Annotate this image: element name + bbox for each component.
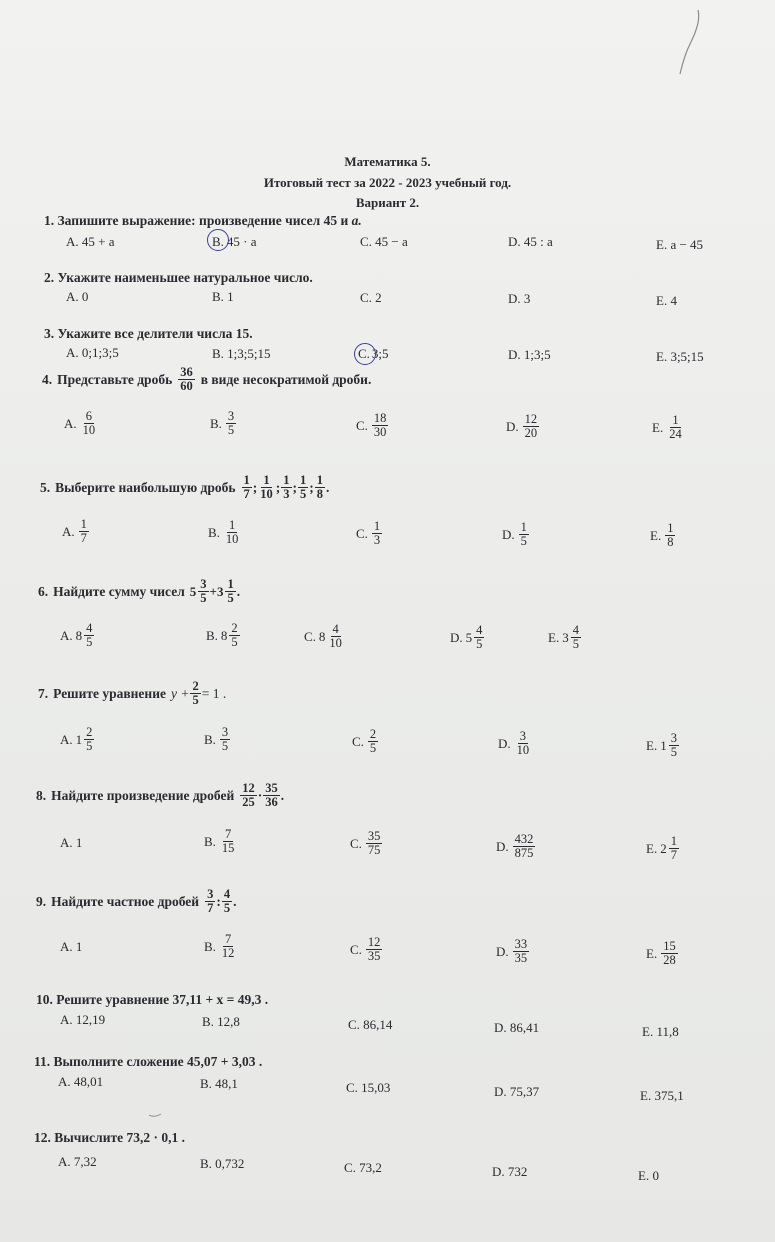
option-d[interactable] bbox=[502, 521, 530, 548]
option-label: D. bbox=[498, 735, 511, 751]
option-fraction bbox=[229, 622, 239, 649]
question-number: 12. bbox=[34, 1130, 51, 1145]
numerator: 2 bbox=[192, 679, 199, 693]
option-fraction bbox=[220, 828, 237, 855]
question-text: Найдите произведение дробей bbox=[51, 787, 235, 803]
numerator: 1 bbox=[670, 834, 677, 848]
period: . bbox=[233, 893, 237, 909]
question-9 bbox=[36, 888, 236, 915]
option-d[interactable] bbox=[498, 730, 532, 757]
option-label: Е. bbox=[646, 945, 658, 961]
whole-part: 1 bbox=[75, 731, 83, 747]
numerator: 1 bbox=[263, 473, 270, 487]
option-fraction bbox=[327, 623, 344, 650]
test-subtitle: Итоговый тест за 2022 - 2023 учебный год. bbox=[263, 175, 512, 190]
question-text: Укажите наименьшее натуральное число. bbox=[57, 270, 313, 285]
option-c-label: С. bbox=[358, 346, 370, 361]
option-label: С. bbox=[356, 525, 368, 541]
expression-fraction bbox=[240, 782, 257, 809]
option-fraction bbox=[515, 730, 532, 757]
question-text: Вычислите 73,2 · 0,1 . bbox=[54, 1130, 186, 1145]
numerator: 1 bbox=[300, 473, 307, 487]
option-d[interactable] bbox=[506, 413, 540, 440]
numerator: 4 bbox=[223, 887, 231, 901]
question-text-end: в виде несократимой дроби. bbox=[200, 371, 372, 387]
option-e[interactable] bbox=[646, 835, 680, 862]
option-label: С. bbox=[356, 417, 368, 433]
option-a[interactable] bbox=[60, 726, 95, 753]
numerator: 36 bbox=[180, 365, 193, 379]
denominator: 24 bbox=[669, 427, 682, 442]
numerator: 2 bbox=[231, 621, 238, 635]
option-e[interactable] bbox=[652, 414, 685, 441]
denominator: 28 bbox=[663, 953, 676, 968]
option-fraction bbox=[372, 412, 389, 439]
option-a[interactable]: А. 45 + a bbox=[66, 234, 115, 249]
option-e[interactable]: Е. 11,8 bbox=[642, 1024, 679, 1039]
numerator: 1 bbox=[520, 520, 527, 534]
numerator: 4 bbox=[572, 623, 579, 637]
denominator: 8 bbox=[316, 487, 323, 502]
test-title: Математика 5. bbox=[344, 154, 431, 169]
question-text: Решите уравнение bbox=[53, 685, 166, 701]
numerator: 1 bbox=[667, 521, 674, 535]
denominator: 5 bbox=[231, 635, 238, 650]
option-label: В. bbox=[204, 833, 216, 849]
denominator: 5 bbox=[369, 741, 377, 756]
denominator: 12 bbox=[221, 946, 235, 961]
numerator: 4 bbox=[476, 623, 483, 637]
option-b[interactable] bbox=[208, 519, 241, 546]
denominator: 5 bbox=[476, 637, 483, 652]
option-b-label: B. bbox=[212, 234, 224, 249]
numerator: 1 bbox=[80, 517, 87, 531]
denominator: 35 bbox=[514, 951, 528, 966]
sequence-fraction bbox=[258, 474, 275, 501]
question-1 bbox=[44, 213, 362, 229]
option-fraction bbox=[665, 522, 675, 549]
operator: : bbox=[216, 893, 221, 909]
expression-fraction bbox=[205, 888, 215, 915]
option-d[interactable] bbox=[496, 833, 536, 860]
option-label: В. bbox=[210, 415, 222, 431]
option-c-value: 3;5 bbox=[371, 346, 389, 361]
option-b[interactable]: В. 12,8 bbox=[202, 1014, 240, 1029]
numerator: 6 bbox=[85, 409, 93, 423]
option-c[interactable] bbox=[350, 936, 383, 963]
option-b[interactable] bbox=[204, 933, 237, 960]
option-d[interactable]: D. 1;3;5 bbox=[508, 347, 551, 362]
denominator: 875 bbox=[514, 846, 534, 861]
option-c[interactable]: С. 45 − a bbox=[360, 234, 408, 249]
question-text: Найдите частное дробей bbox=[51, 893, 200, 909]
numerator: 3 bbox=[207, 887, 214, 901]
option-a[interactable]: А. 1 bbox=[60, 835, 83, 850]
option-label: D. bbox=[496, 943, 509, 959]
option-fraction bbox=[667, 414, 684, 441]
denominator: 5 bbox=[227, 423, 235, 438]
question-4 bbox=[42, 366, 371, 393]
numerator: 12 bbox=[242, 781, 255, 795]
question-text: Запишите выражение: произведение чисел 45 и bbox=[57, 213, 349, 228]
numerator: 12 bbox=[367, 935, 381, 949]
denominator: 3 bbox=[283, 487, 290, 502]
option-fraction bbox=[226, 410, 236, 437]
option-d[interactable] bbox=[496, 938, 530, 965]
option-label: С. bbox=[350, 941, 362, 957]
option-fraction bbox=[84, 726, 94, 753]
denominator: 5 bbox=[86, 739, 93, 754]
denominator: 7 bbox=[670, 848, 677, 863]
denominator: 7 bbox=[80, 531, 87, 546]
stray-pen-mark bbox=[148, 1113, 162, 1119]
expression-fraction bbox=[190, 680, 200, 707]
option-e[interactable] bbox=[646, 732, 680, 759]
option-c[interactable]: С. 73,2 bbox=[344, 1160, 382, 1175]
option-label: D. bbox=[450, 629, 463, 645]
denominator: 5 bbox=[300, 487, 307, 502]
option-label: Е. bbox=[548, 629, 560, 645]
denominator: 10 bbox=[329, 636, 342, 651]
numerator: 1 bbox=[243, 473, 250, 487]
denominator: 5 bbox=[223, 901, 231, 916]
numerator: 18 bbox=[373, 411, 387, 425]
denominator: 35 bbox=[367, 949, 381, 964]
option-fraction bbox=[224, 519, 241, 546]
option-d[interactable]: D. 732 bbox=[492, 1164, 528, 1179]
option-fraction bbox=[220, 933, 237, 960]
numerator: 3 bbox=[200, 577, 207, 591]
option-c[interactable] bbox=[356, 520, 383, 547]
option-label: С. bbox=[350, 835, 362, 851]
whole-part: 2 bbox=[660, 840, 667, 856]
option-label: А. bbox=[62, 523, 75, 539]
denominator: 60 bbox=[180, 379, 193, 394]
option-fraction bbox=[368, 728, 378, 755]
denominator: 20 bbox=[524, 426, 538, 441]
option-c[interactable] bbox=[350, 830, 383, 857]
numerator: 2 bbox=[369, 727, 377, 741]
option-fraction bbox=[661, 940, 678, 967]
whole-part: 8 bbox=[220, 627, 228, 643]
denominator: 10 bbox=[225, 532, 239, 547]
numerator: 7 bbox=[225, 827, 232, 841]
question-number: 9. bbox=[36, 893, 47, 909]
question-number: 11. bbox=[34, 1054, 51, 1069]
numerator: 4 bbox=[332, 622, 339, 636]
expression-fraction bbox=[222, 888, 232, 915]
question-11 bbox=[34, 1054, 262, 1070]
option-label: С. bbox=[352, 733, 364, 749]
numerator: 1 bbox=[227, 577, 234, 591]
question-text-start: Представьте дробь bbox=[57, 371, 173, 387]
question-7 bbox=[38, 680, 226, 707]
numerator: 15 bbox=[663, 939, 676, 953]
sequence-fraction bbox=[281, 474, 291, 501]
option-label: А. bbox=[60, 731, 73, 747]
numerator: 1 bbox=[283, 473, 290, 487]
expression-part: = 1 . bbox=[201, 685, 227, 701]
option-b[interactable] bbox=[204, 828, 237, 855]
expression-fraction bbox=[263, 782, 280, 809]
question-text: Укажите все делители числа 15. bbox=[57, 326, 253, 341]
option-a[interactable]: А. 1 bbox=[60, 939, 83, 954]
question-number: 6. bbox=[38, 583, 49, 599]
option-label: D. bbox=[502, 526, 515, 542]
option-a[interactable]: А. 48,01 bbox=[58, 1074, 104, 1089]
option-c[interactable] bbox=[356, 412, 389, 439]
whole-part: 5 bbox=[465, 629, 473, 645]
option-fraction bbox=[372, 520, 382, 547]
option-label: В. bbox=[208, 524, 220, 540]
option-label: В. bbox=[204, 731, 216, 747]
option-a[interactable] bbox=[64, 410, 98, 437]
numerator: 33 bbox=[514, 937, 528, 951]
question-number: 5. bbox=[40, 479, 51, 495]
numerator: 2 bbox=[86, 725, 93, 739]
option-fraction bbox=[669, 732, 679, 759]
option-e[interactable]: Е. 3;5;15 bbox=[656, 349, 704, 364]
option-b-value: 45 · a bbox=[226, 234, 257, 249]
numerator: 3 bbox=[519, 729, 527, 743]
option-a[interactable]: А. 0;1;3;5 bbox=[66, 345, 119, 360]
option-d[interactable]: D. 75,37 bbox=[494, 1084, 540, 1099]
option-a[interactable]: А. 0 bbox=[66, 289, 89, 304]
option-a[interactable]: А. 12,19 bbox=[60, 1012, 106, 1027]
denominator: 30 bbox=[373, 425, 387, 440]
numerator: 4 bbox=[86, 621, 93, 635]
option-fraction bbox=[513, 833, 536, 860]
option-c[interactable]: С. 15,03 bbox=[346, 1080, 391, 1095]
denominator: 25 bbox=[242, 795, 255, 810]
option-label: D. bbox=[506, 418, 519, 434]
option-fraction bbox=[513, 938, 530, 965]
denominator: 7 bbox=[243, 487, 250, 502]
option-d[interactable]: D. 3 bbox=[508, 291, 531, 306]
denominator: 5 bbox=[86, 635, 93, 650]
denominator: 10 bbox=[82, 423, 96, 438]
option-fraction bbox=[523, 413, 540, 440]
option-e[interactable]: Е. a − 45 bbox=[656, 237, 704, 252]
option-e[interactable]: Е. 4 bbox=[656, 293, 677, 308]
option-b[interactable]: В. 0,732 bbox=[200, 1156, 245, 1171]
option-c[interactable]: С. 2 bbox=[360, 290, 382, 305]
numerator: 1 bbox=[373, 519, 381, 533]
denominator: 75 bbox=[367, 843, 381, 858]
option-label: Е. bbox=[652, 419, 664, 435]
denominator: 3 bbox=[373, 533, 381, 548]
numerator: 432 bbox=[514, 832, 534, 846]
whole-part: 5 bbox=[189, 583, 197, 599]
denominator: 8 bbox=[667, 535, 674, 550]
option-e[interactable] bbox=[650, 522, 676, 549]
denominator: 15 bbox=[221, 841, 235, 856]
option-fraction bbox=[366, 830, 383, 857]
option-label: А. bbox=[64, 415, 77, 431]
denominator: 5 bbox=[221, 739, 229, 754]
option-d[interactable]: D. 86,41 bbox=[494, 1020, 540, 1035]
question-number: 10. bbox=[36, 992, 53, 1007]
variant-label: Вариант 2. bbox=[355, 195, 420, 210]
option-fraction bbox=[669, 835, 679, 862]
option-fraction bbox=[519, 521, 529, 548]
denominator: 5 bbox=[192, 693, 199, 708]
sequence-fraction bbox=[315, 474, 325, 501]
question-number: 2. bbox=[44, 270, 55, 285]
option-e[interactable]: Е. 0 bbox=[638, 1168, 659, 1183]
numerator: 3 bbox=[221, 725, 229, 739]
option-fraction bbox=[220, 726, 230, 753]
period: . bbox=[236, 583, 241, 599]
period: . bbox=[280, 787, 285, 803]
option-b[interactable] bbox=[206, 622, 241, 649]
option-d[interactable] bbox=[450, 624, 485, 651]
question-5: 5. Выберите наибольшую дробь $\frac{1}{7}$ ; $\frac{1}{10}$ ; $\frac{1}{3}$ ; $\frac{1}{5}$ ; $\frac{1}{8}$ . bbox=[40, 473, 330, 502]
sequence-fraction bbox=[242, 474, 252, 501]
denominator: 5 bbox=[520, 534, 527, 549]
expression-fraction bbox=[225, 578, 235, 605]
question-number: 4. bbox=[42, 371, 53, 387]
expression-fraction bbox=[198, 578, 208, 605]
numerator: 1 bbox=[672, 413, 679, 427]
option-a[interactable] bbox=[62, 518, 90, 545]
numerator: 3 bbox=[227, 409, 235, 423]
option-a[interactable] bbox=[60, 622, 95, 649]
option-label: Е. bbox=[646, 840, 658, 856]
option-c[interactable]: С. 86,14 bbox=[348, 1017, 393, 1032]
option-e[interactable] bbox=[548, 624, 582, 651]
option-fraction bbox=[79, 518, 89, 545]
answer-circle-mark bbox=[354, 343, 376, 365]
question-number: 7. bbox=[38, 685, 49, 701]
question-6 bbox=[38, 578, 240, 605]
question-text: Решите уравнение 37,11 + x = 49,3 . bbox=[56, 992, 269, 1007]
operator: · bbox=[257, 787, 263, 803]
denominator: 5 bbox=[670, 745, 677, 760]
answer-circle-mark bbox=[207, 229, 229, 251]
option-fraction bbox=[366, 936, 383, 963]
whole-part: 8 bbox=[75, 627, 83, 643]
option-b[interactable]: В. 1 bbox=[212, 289, 234, 304]
option-fraction bbox=[84, 622, 94, 649]
whole-part: +3 bbox=[209, 583, 224, 599]
question-number: 1. bbox=[44, 213, 55, 228]
numerator: 1 bbox=[229, 518, 236, 532]
denominator: 5 bbox=[200, 591, 207, 606]
question-number: 8. bbox=[36, 787, 47, 803]
question-3 bbox=[44, 326, 253, 342]
option-b[interactable] bbox=[204, 726, 231, 753]
option-label: Е. bbox=[646, 737, 658, 753]
numerator: 7 bbox=[225, 932, 232, 946]
option-fraction bbox=[474, 624, 484, 651]
option-e[interactable] bbox=[646, 940, 679, 967]
denominator: 7 bbox=[207, 901, 214, 916]
numerator: 3 bbox=[670, 731, 677, 745]
question-text: Выберите наибольшую дробь bbox=[55, 479, 236, 495]
question-10 bbox=[36, 992, 268, 1008]
denominator: 5 bbox=[227, 591, 234, 606]
denominator: 36 bbox=[265, 795, 278, 810]
option-label: А. bbox=[60, 627, 73, 643]
question-2 bbox=[44, 270, 313, 286]
numerator: 1 bbox=[316, 473, 323, 487]
whole-part: 8 bbox=[318, 628, 326, 644]
sequence-fraction bbox=[298, 474, 308, 501]
whole-part: 3 bbox=[562, 629, 569, 645]
option-c[interactable] bbox=[304, 623, 345, 650]
option-e[interactable]: Е. 375,1 bbox=[640, 1088, 684, 1103]
expression-part: y + bbox=[170, 685, 190, 701]
option-a[interactable]: А. 7,32 bbox=[58, 1154, 97, 1169]
option-b[interactable] bbox=[210, 410, 237, 437]
denominator: 10 bbox=[260, 487, 273, 502]
option-label: С. bbox=[304, 628, 316, 644]
question-variable: a. bbox=[351, 213, 362, 228]
question-text: Выполните сложение 45,07 + 3,03 . bbox=[53, 1054, 263, 1069]
numerator: 35 bbox=[367, 829, 381, 843]
option-fraction bbox=[81, 410, 98, 437]
question-number: 3. bbox=[44, 326, 55, 341]
whole-part: 1 bbox=[660, 737, 667, 753]
option-label: Е. bbox=[650, 527, 662, 543]
option-b[interactable]: В. 48,1 bbox=[200, 1076, 238, 1091]
option-label: D. bbox=[496, 838, 509, 854]
pen-stroke-mark bbox=[676, 8, 716, 78]
numerator: 12 bbox=[524, 412, 538, 426]
option-d[interactable]: D. 45 : a bbox=[508, 234, 553, 249]
option-label: В. bbox=[206, 627, 218, 643]
option-b[interactable]: В. 1;3;5;15 bbox=[212, 346, 271, 361]
question-8 bbox=[36, 782, 284, 809]
question-12 bbox=[34, 1130, 185, 1146]
denominator: 10 bbox=[516, 743, 530, 758]
question-text: Найдите сумму чисел bbox=[53, 583, 185, 599]
option-fraction bbox=[571, 624, 581, 651]
denominator: 5 bbox=[572, 637, 579, 652]
question-fraction bbox=[178, 366, 195, 393]
option-label: В. bbox=[204, 938, 216, 954]
numerator: 35 bbox=[265, 781, 278, 795]
option-c[interactable] bbox=[352, 728, 379, 755]
